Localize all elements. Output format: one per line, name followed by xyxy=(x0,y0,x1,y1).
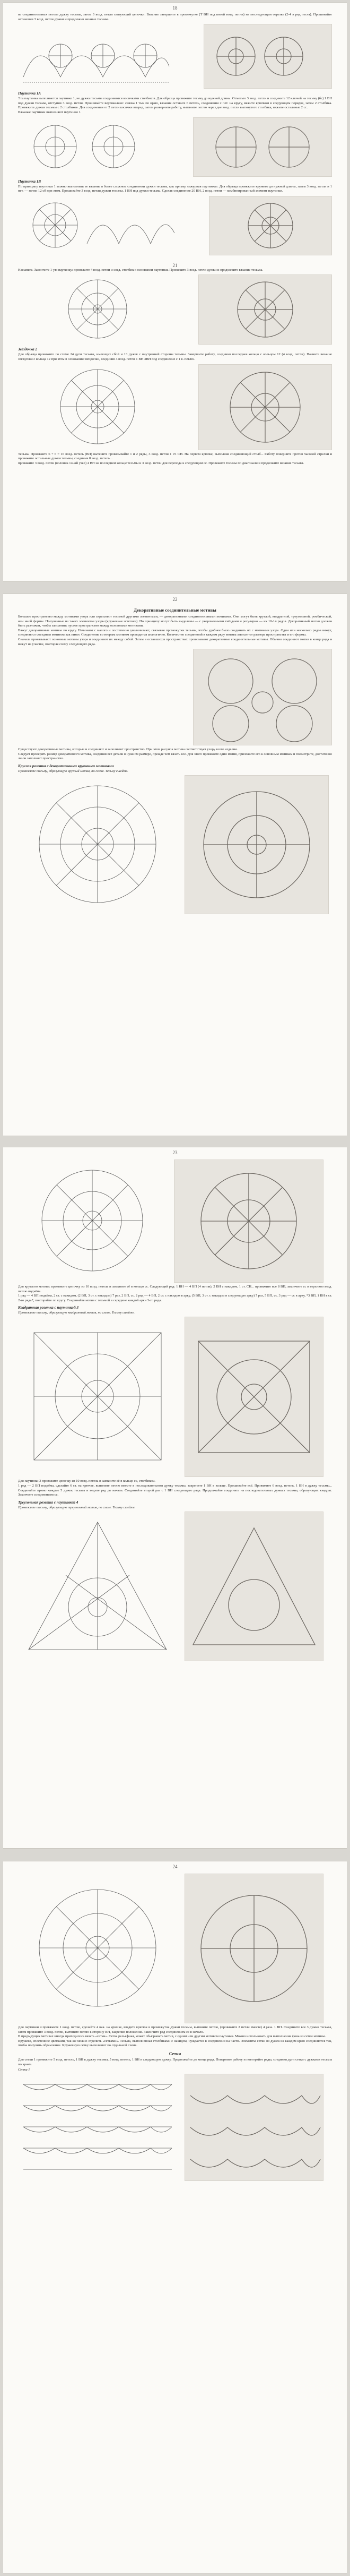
lace-photo xyxy=(198,364,332,450)
crochet-diagram-net xyxy=(18,2074,177,2180)
paragraph: В предыдущих мотивах иногда приходилось вязать «сетки». Сетка рельефная, может обыгрывать мотив, с одним или другим мотивом паутинки. Можно использовать для выполнения фона из сетки мотивы. xyxy=(18,2034,326,2039)
crochet-diagram-round-rosette xyxy=(18,775,177,913)
paragraph: 1 ряд — 2 ВП подъёма, сделайте 6 ст. на крючке, вытяните петлю вместе в последовательном дужку тесьмы, закрепите 1 ВН в кольце. Прошивайте всё. Провяжите 6 возд. петель, 1 ВН в дужку тесьмы... Соединяйте прямо каждые 5 дужек тесьмы и ведите ряд до начала. Соединяйте второй раз с 1 ВН следующего ряда. Продолжайте соединять на последовательных дужках тесьмы, образующих квадрат. Закончите соединением сс. xyxy=(18,1483,332,1497)
paragraph: Тесьма. Провяжите 6 + 6 = 16 возд. петель (ВП) вытяните провязывайте 1 и 2 ряды, 3 возд. петли 1 ст. СН. На первом крючке, выполняя соединяющий столб... Работу поверните против часовой стрелки и провяжите остальные дужки тесьмы, соединив 8 возд. петель... xyxy=(18,452,332,461)
paragraph: Эта паутинка выполняется паутинке 1, но дужки тесьмы соединяются косичками столбиков. Для образца провяжите тесьму до нужной длины. Отметьте 3 возд. петли и соедините 12 ключей на тесьму (бг) 1 ВН под дужки тесьмы, отступив 3 возд. петли. Прошивайте вертикально: связка 1 тык по краю, вязания оставьте 6 петель, соединения 2 пет. на кругу, вяжите крючком в следующем порядке, затем 2 столбика. Провяжите дужки тесьмы с 2 столбиков. Для соединения от 2 петли косички вперед, затем разверните работу, вытяните петлю через две возд. петли вытянутого столбика, вяжите остальные 2 сс. xyxy=(18,97,332,110)
crochet-diagram xyxy=(18,196,177,254)
paragraph: Для паутинки 3 провяжите цепочку из 10 возд. петель и замкните её в кольцо сс, столбиком. xyxy=(18,1479,155,1483)
crochet-diagram xyxy=(18,1160,167,1282)
section-title: Звёздочка 2 xyxy=(18,347,37,352)
lace-photo xyxy=(193,649,332,745)
section-heading: Сетки xyxy=(169,2051,181,2056)
paragraph: Для сетки 1 провяжите 5 возд. петель, 1 ВН в дужку тесьмы, 5 возд. петель, 1 ВН в следующую дужку. Продолжайте до конца ряда. Поверните работу и повторяйте ряды, соединяя дуги сетки с дужками тесьмы по краям. xyxy=(18,2057,332,2066)
page-number: 22 xyxy=(172,597,178,602)
paragraph: Следует проверять размер декоративного мотива, соединив всё детали в нужном размере, прежде чем вязать все. Для этого провяжите один мотив, приложите его к основным мотивам и посмотрите, достаточно ли он заполняет пространство. xyxy=(18,752,332,761)
page-number: 24 xyxy=(172,1864,178,1869)
page-24 xyxy=(3,1861,347,2573)
caption: Провяжите тесьму, образующую треугольный мотив, по схеме. Тесьму сшейте. xyxy=(18,1505,136,1509)
lace-photo xyxy=(185,775,329,914)
crochet-diagram-zvezdochka-2 xyxy=(18,274,177,344)
paragraph: Вязаные паутинки выполняют паутинки 1. xyxy=(18,110,82,114)
crochet-diagram xyxy=(18,1874,177,2022)
page-22 xyxy=(3,594,347,1136)
paragraph: Для круглого мотива: провяжите цепочку из 10 возд. петель и замкните её в кольцо сс. Следующий ряд: 1 ВН — 4 ВП (4 петли), 2 ВН с накидом, 1 ст. СН... провяжите все 8 ВП, закончите сс в верхнюю возд. петлю подъёма. xyxy=(18,1285,332,1293)
page-18 xyxy=(3,2,347,582)
page-number: 18 xyxy=(172,5,178,11)
paragraph: из соединительных петель дужку тесьмы, затем 3 возд. петли связующий цепочки. Вязание завершите в промежутке (Т ВН под пятой возд. петли) на последующем отрезке (2-4 в ряд петля). Прошивайте остановив 3 возд. петли дужки и продолжив вязание тесьмы. xyxy=(18,13,332,21)
lace-photo xyxy=(174,1160,323,1283)
section-title: Квадратная розетка с паутинкой 3 xyxy=(18,1306,79,1310)
crochet-diagram-square-rosette xyxy=(18,1317,177,1476)
paragraph: Для паутинки 4 провяжите 1 возд. петлю, сделайте 4 нак. на крючке, введите крючок в промежуток дужки тесьмы, вытяните петлю, (провяжите 2 петли вместе) 4 раза. 1 ВП. Соедините все 3 дужки тесьмы, затем провяжите 3 возд. петли, вытяните петлю в сторону ВН, закрепив положение. Закончите ряд соединением сс в начало. xyxy=(18,2025,332,2034)
lace-photo xyxy=(185,1874,323,2023)
paragraph: Сначала провязывают основные мотивы узора и соединяют их между собой. Затем в оставшихся пространствах провязывают декоративные соединительные мотивы. Обычно соединяют мотив в конце ряда и вяжут на участке, повторяя схему следующего ряда. xyxy=(18,637,332,646)
lace-photo xyxy=(204,24,332,89)
caption: Провяжите тесьму, образующую круглый мотив, по схеме. Тесьму сшейте. xyxy=(18,769,128,773)
lace-photo xyxy=(193,117,332,177)
page-heading: Декоративные соединительные мотивы xyxy=(134,607,216,613)
paragraph: Кружево, сплетенное цветками, так же можно отделить «сетками». Тесьма, выполненная столбиками с накидом, нуждается в соединении на части. Элементы сетки из дужек на каждом краю соединяются так, чтобы получить обрамление. Кружевную сетку выполняют по отдельной схеме. xyxy=(18,2039,332,2048)
lace-photo xyxy=(198,274,332,345)
paragraph: Существуют декоративные мотивы, которые и соединяют и заполняют пространство. При этом рисунок мотива соответствует узору всего изделия. xyxy=(18,748,238,752)
crochet-diagram xyxy=(18,364,177,449)
page-number: 23 xyxy=(172,1150,178,1155)
paragraph: Вяжут декоративные мотивы по кругу. Начинают с малого и постепенно увеличивают, связывая промежутки тесьмы, чтобы удобнее было соединить их с мотивами узора. Один или несколько рядов вяжут, соединяя со соседним мотивом как пикот. Соединение со вторым мотивом проводится аналогично. Количество соединений в каждом ряду мотива зависит от размера пространства и его формы. xyxy=(18,628,332,637)
paragraph: По принципу паутинки 1 можно выполнить ее вязание в более сложном соединении дужки тесьмы, как пример «ажурная паутинка». Для образца провяжите кружево до нужной длины, затем 3 возд. петли и 1 пет. — петли 12 сб при этом. Прошивайте 3 возд. петли дужки тесьмы, 1 ВН под дужки тесьмы. Сделав соединение 20 ВН, 2 возд. петли — комбинированный элемент паутинки. xyxy=(18,184,332,193)
lace-photo xyxy=(209,196,332,255)
lace-photo xyxy=(185,1317,323,1477)
section-title: Паутинка 1В xyxy=(18,179,41,184)
paragraph: 1 ряд — 4 ВП подъёма, 2 ст. с накидом, (2 ВП, 3 ст. с накидом) 7 раз, 2 ВП, сс. 2 ряд — 4 ВП, 2 ст. с накидом в арку, (5 ВП, 3 ст. с накидом в следующую арку) 7 раз, 5 ВП, сс. 3 ряд — сс в арку, *3 ВП, 1 ВН в ст. 2-го ряда*, повторяйте по кругу. Соединяйте мотив с тесьмой в середине каждой арки 3-го ряда. xyxy=(18,1294,332,1302)
section-title: Паутинка 1А xyxy=(18,91,41,96)
paragraph: Для образца провяжите по схеме 24 дуги тесьмы, имеющих сбой и 13 дужек с внутренней стороны тесьмы. Завершите работу, соединив последнее кольцо с кольцом 12 (4 возд. петли). Начните вязание звёздочки с кольца 12 при этом в основании звёздочки, соединив 4 возд. петли 1 ВН 3ВН под соединение с 1 в. петлю. xyxy=(18,353,332,361)
lace-photo xyxy=(185,1512,323,1661)
paragraph: Насыпьте. Закончите 1-ую паутинку: провяжите 4 возд. петли и соед. столбик в основании паутинки. Провяжите 3 возд. петли дужки и продолжите вязание тесьмы. xyxy=(18,268,263,272)
section-title: Круглая розетка с декоративными крупными мотивами xyxy=(18,763,114,768)
crochet-diagram-paucinka-1b xyxy=(18,117,156,176)
paragraph: провяжите 3 возд. петли (колонна 14-ый узел) 4 ВН на последнем кольце тесьмы и 3 возд. петли для перехода к следующим сс. Провяжите тесьмы по диагонали и продолжите вязание тесьмы. xyxy=(18,461,304,465)
lace-photo xyxy=(185,2074,323,2181)
paragraph: Большое пространство между мотивами узора или скрепляют тесьмой другими элементами, — декоративными соединительными мотивами. Они могут быть круглой, квадратной, треугольной, ромбической, или иной формы. Полученные из таких элементов узоры (кружевная эстетика). По принципу могут быть выделены — с укороченными гнёздами и регулярно — их 10-14 рядов. Декоративный мотив должен быть разложен, чтобы заполнить пустое пространство между основными мотивами. xyxy=(18,615,332,628)
caption: Сетка 1 xyxy=(18,2068,30,2072)
page-number: 21 xyxy=(172,262,178,268)
crochet-diagram-triangle-rosette xyxy=(18,1512,177,1660)
crochet-diagram-paucinka-1a xyxy=(18,24,172,88)
section-title: Треугольная розетка с паутинкой 4 xyxy=(18,1500,78,1505)
caption: Провяжите тесьму, образующую квадратный мотив, по схеме. Тесьму сшейте. xyxy=(18,1311,135,1315)
page-23 xyxy=(3,1147,347,1849)
